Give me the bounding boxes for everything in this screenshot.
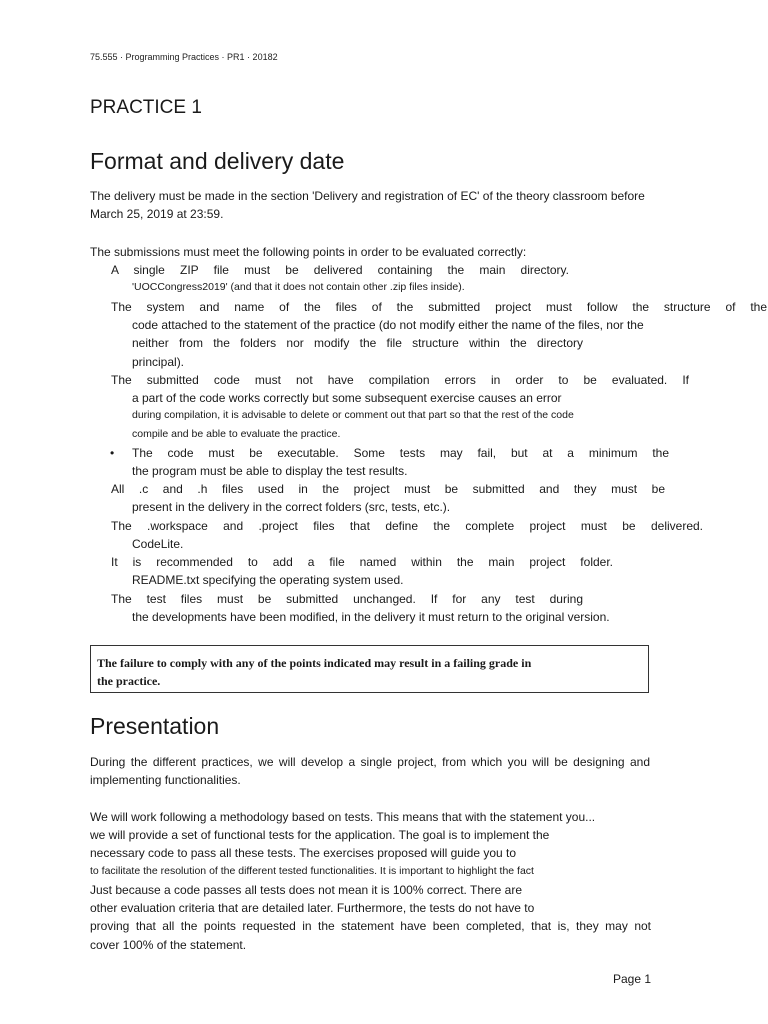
notice-line-2: the practice. [97, 674, 161, 688]
presentation-p1-line-2: implementing functionalities. [90, 773, 241, 787]
req-item-3-line-2: a part of the code works correctly but some subsequent exercise causes an error [132, 391, 562, 405]
bullet-icon: • [110, 446, 115, 460]
req-item-7-line-1: It is recommended to add a file named within the main project folder. [111, 555, 613, 569]
req-item-5-line-1: All .c and .h files used in the project must be submitted and they must be [111, 482, 665, 496]
document-header: 75.555 · Programming Practices · PR1 · 20182 [90, 52, 278, 62]
req-item-2-line-3: neither from the folders nor modify the file structure within the directory [132, 336, 583, 350]
failure-notice-box [90, 645, 649, 693]
req-item-2-line-1: The system and name of the files of the submitted project must follow the structure of the [111, 300, 767, 314]
req-item-8-line-1: The test files must be submitted unchanged. If for any test during [111, 592, 583, 606]
intro-line-2: March 25, 2019 at 23:59. [90, 207, 224, 221]
presentation-p2-line-3: necessary code to pass all these tests. The exercises proposed will guide you to [90, 846, 517, 860]
presentation-p2-line-4: to facilitate the resolution of the different tested functionalities. It is important to highlight the fact [90, 865, 534, 877]
notice-line-1: The failure to comply with any of the points indicated may result in a failing grade in [97, 656, 532, 670]
req-item-2-line-4: principal). [132, 355, 185, 369]
requirements-intro: The submissions must meet the following points in order to be evaluated correctly: [90, 245, 527, 259]
practice-title: PRACTICE 1 [90, 97, 202, 118]
req-item-3-line-3: during compilation, it is advisable to delete or comment out that part so that the rest of the code [132, 409, 574, 421]
req-item-1-line-1: A single ZIP file must be delivered containing the main directory. [111, 263, 569, 277]
presentation-p2-line-8: cover 100% of the statement. [90, 938, 247, 952]
page-number: Page 1 [613, 972, 652, 986]
req-item-4-line-1: The code must be executable. Some tests may fail, but at a minimum the [132, 446, 669, 460]
presentation-p2-line-5: Just because a code passes all tests does not mean it is 100% correct. There are [90, 883, 523, 897]
req-item-6-line-2: CodeLite. [132, 537, 184, 551]
presentation-p2-line-2: we will provide a set of functional tests for the application. The goal is to implement the [90, 828, 550, 842]
presentation-p2-line-6: other evaluation criteria that are detailed later. Furthermore, the tests do not have to [90, 901, 535, 915]
req-item-3-line-1: The submitted code must not have compilation errors in order to be evaluated. If [111, 373, 689, 387]
req-item-3-line-4: compile and be able to evaluate the practice. [132, 428, 341, 440]
section-presentation-title: Presentation [90, 713, 220, 739]
presentation-p1-line-1: During the different practices, we will develop a single project, from which you will be designing and [90, 755, 650, 769]
presentation-p2-line-1: We will work following a methodology based on tests. This means that with the statement you... [90, 810, 596, 824]
req-item-7-line-2: README.txt specifying the operating system used. [132, 573, 404, 587]
intro-line-1: The delivery must be made in the section 'Delivery and registration of EC' of the theory classroom before [90, 189, 645, 203]
req-item-1-line-2: 'UOCCongress2019' (and that it does not contain other .zip files inside). [132, 281, 465, 293]
req-item-5-line-2: present in the delivery in the correct folders (src, tests, etc.). [132, 500, 451, 514]
req-item-8-line-2: the developments have been modified, in the delivery it must return to the original version. [132, 610, 610, 624]
req-item-4-line-2: the program must be able to display the test results. [132, 464, 408, 478]
presentation-p2-line-7: proving that all the points requested in the statement have been completed, that is, they may not [90, 919, 651, 933]
section-format-title: Format and delivery date [90, 148, 345, 174]
req-item-2-line-2: code attached to the statement of the practice (do not modify either the name of the files, nor the [132, 318, 644, 332]
req-item-6-line-1: The .workspace and .project files that define the complete project must be delivered. [111, 519, 703, 533]
